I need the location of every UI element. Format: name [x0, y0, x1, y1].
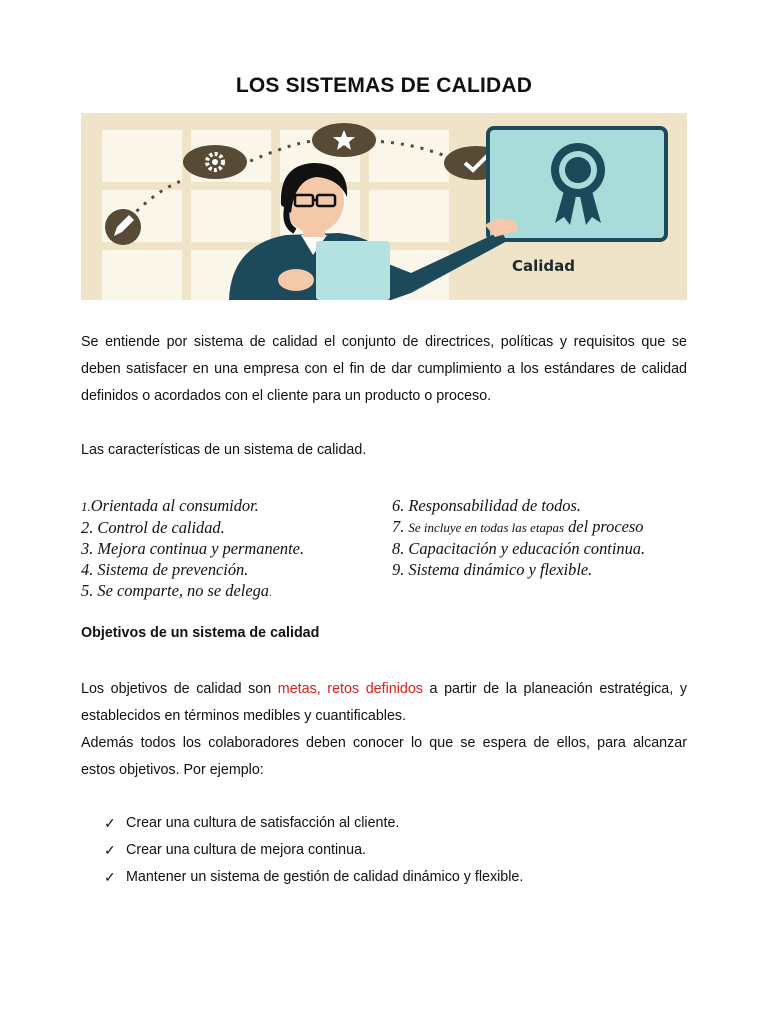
- star-icon: [312, 123, 376, 157]
- gear-icon: [183, 145, 247, 179]
- objectives-line: Los objetivos de calidad son metas, retos definidos a partir de la planeación estratégica, y: [81, 681, 687, 697]
- characteristic-item: 9. Sistema dinámico y flexible.: [392, 560, 593, 579]
- objectives-line: estos objetivos. Por ejemplo:: [81, 762, 264, 778]
- characteristics-list-left: [81, 495, 304, 602]
- characteristic-item: 1.Orientada al consumidor.: [81, 496, 259, 515]
- characteristic-item: 8. Capacitación y educación continua.: [392, 539, 646, 558]
- characteristic-item: 6. Responsabilidad de todos.: [392, 496, 581, 515]
- characteristic-item: 5. Se comparte, no se delega.: [81, 581, 273, 600]
- characteristic-item: 3. Mejora continua y permanente.: [81, 539, 305, 558]
- highlighted-phrase: metas, retos definidos: [277, 681, 423, 697]
- objectives-paragraph: [81, 676, 687, 784]
- objectives-line: establecidos en términos medibles y cuantificables.: [81, 708, 407, 724]
- list-item: ✓ Crear una cultura de satisfacción al cliente.: [104, 810, 523, 837]
- list-item: ✓ Mantener un sistema de gestión de calidad dinámico y flexible.: [104, 864, 523, 891]
- objectives-heading: Objetivos de un sistema de calidad: [81, 625, 320, 641]
- list-item: ✓ Crear una cultura de mejora continua.: [104, 837, 523, 864]
- page-title: LOS SISTEMAS DE CALIDAD: [235, 74, 533, 97]
- intro-line: deben satisfacer en una empresa con el fin de dar cumplimiento a los estándares de calidad: [81, 361, 687, 377]
- characteristics-list-right: [392, 495, 645, 580]
- checkmark-icon: ✓: [104, 815, 116, 831]
- pencil-icon: [105, 209, 141, 245]
- quality-banner-illustration: [81, 113, 687, 300]
- intro-line: definidos o acordados con el cliente para un producto o proceso.: [81, 388, 492, 404]
- characteristic-item: 4. Sistema de prevención.: [81, 560, 249, 579]
- characteristics-intro: Las características de un sistema de calidad.: [81, 442, 367, 458]
- characteristic-item: 7. Se incluye en todas las etapas del proceso: [392, 517, 644, 536]
- checkmark-icon: ✓: [104, 842, 116, 858]
- banner-label: Calidad: [512, 257, 576, 275]
- checkmark-icon: ✓: [104, 869, 116, 885]
- examples-checklist: [104, 810, 523, 891]
- intro-line: Se entiende por sistema de calidad el conjunto de directrices, políticas y requisitos que se: [81, 334, 687, 350]
- intro-paragraph: [81, 329, 687, 410]
- objectives-line: Además todos los colaboradores deben conocer lo que se espera de ellos, para alcanzar: [81, 735, 687, 751]
- characteristic-item: 2. Control de calidad.: [81, 518, 225, 537]
